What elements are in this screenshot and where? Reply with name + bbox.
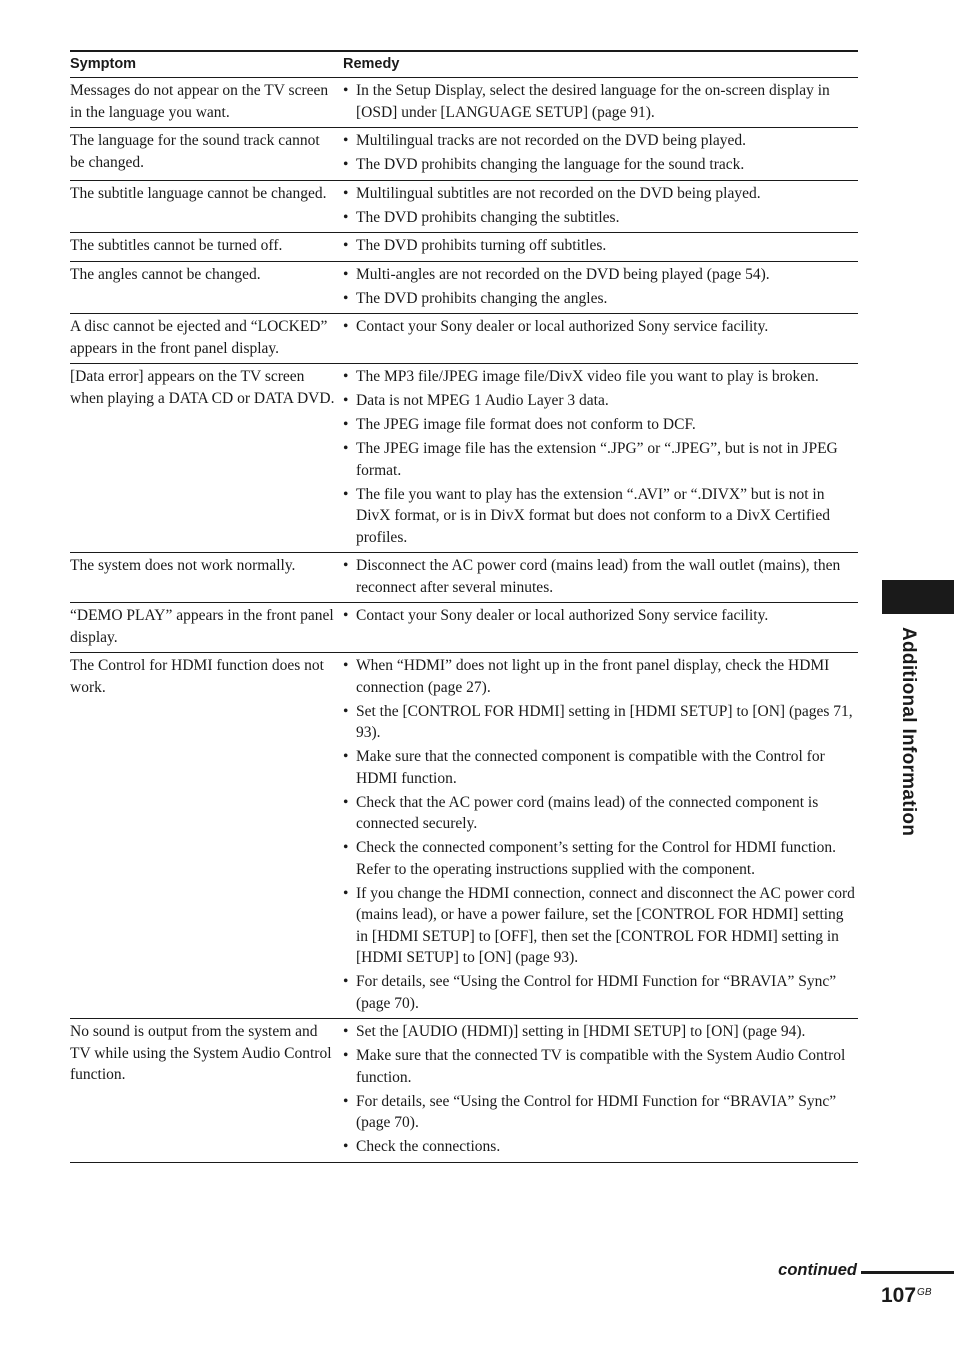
remedy-item: • The DVD prohibits changing the angles. [343,288,858,310]
symptom-cell: The system does not work normally. [70,553,343,603]
page-number-value: 107 [881,1284,917,1307]
table-row [70,653,858,1019]
remedy-item: • Multilingual tracks are not recorded on the DVD being played. [343,130,858,152]
remedy-list [343,264,858,310]
remedy-cell [343,180,858,233]
remedy-item: • Check that the AC power cord (mains lead) of the connected component is connected securely. [343,792,858,835]
continued-label: continued [778,1261,857,1279]
remedy-item: • Contact your Sony dealer or local authorized Sony service facility. [343,316,858,338]
remedy-cell [343,78,858,128]
section-tab-marker [882,580,954,614]
symptom-cell: [Data error] appears on the TV screen when playing a DATA CD or DATA DVD. [70,364,343,553]
remedy-item: • Make sure that the connected component is compatible with the Control for HDMI function. [343,746,858,789]
table-row [70,233,858,262]
remedy-list [343,235,858,257]
table-row [70,553,858,603]
remedy-item: • For details, see “Using the Control for HDMI Function for “BRAVIA” Sync” (page 70). [343,1091,858,1134]
remedy-list [343,130,858,176]
symptom-cell: The language for the sound track cannot be changed. [70,128,343,181]
remedy-item: • For details, see “Using the Control for HDMI Function for “BRAVIA” Sync” (page 70). [343,971,858,1014]
remedy-header: Remedy [343,51,858,78]
remedy-list [343,183,858,229]
remedy-item: • The JPEG image file format does not conform to DCF. [343,414,858,436]
remedy-list [343,1021,858,1158]
remedy-list [343,80,858,123]
remedy-item: • Contact your Sony dealer or local authorized Sony service facility. [343,605,858,627]
remedy-item: • The DVD prohibits changing the language for the sound track. [343,154,858,176]
table-row [70,364,858,553]
symptom-cell: A disc cannot be ejected and “LOCKED” appears in the front panel display. [70,314,343,364]
remedy-cell [343,653,858,1019]
remedy-list [343,605,858,627]
remedy-item: • The DVD prohibits turning off subtitles. [343,235,858,257]
symptom-cell: Messages do not appear on the TV screen in the language you want. [70,78,343,128]
table-row [70,314,858,364]
remedy-item: • If you change the HDMI connection, connect and disconnect the AC power cord (mains lead), or have a power failure, set the [CONTROL FOR HDMI] setting in [HDMI SETUP] to [OFF], then set the [CONTROL FOR HDMI] setting in [HDMI SETUP] to [ON] (page 93). [343,883,858,969]
remedy-cell [343,261,858,314]
table-row [70,78,858,128]
remedy-item: • Check the connected component’s setting for the Control for HDMI function. Refer to the operating instructions supplied with the component. [343,837,858,880]
remedy-item: • The JPEG image file has the extension “.JPG” or “.JPEG”, but is not in JPEG format. [343,438,858,481]
table-row [70,603,858,653]
remedy-item: • Disconnect the AC power cord (mains lead) from the wall outlet (mains), then reconnect after several minutes. [343,555,858,598]
remedy-item: • Set the [AUDIO (HDMI)] setting in [HDMI SETUP] to [ON] (page 94). [343,1021,858,1043]
symptom-cell: The Control for HDMI function does not work. [70,653,343,1019]
troubleshooting-table [70,50,858,1163]
remedy-cell [343,1019,858,1163]
page-number-suffix: GB [917,1287,932,1298]
remedy-item: • The file you want to play has the extension “.AVI” or “.DIVX” but is not in DivX format, or is in DivX format but does not conform to a DivX Certified profiles. [343,484,858,549]
section-side-label: Additional Information [898,627,919,837]
symptom-cell: The subtitles cannot be turned off. [70,233,343,262]
table-body [70,78,858,1163]
symptom-cell: No sound is output from the system and TV while using the System Audio Control function. [70,1019,343,1163]
remedy-item: • Check the connections. [343,1136,858,1158]
remedy-item: • The MP3 file/JPEG image file/DivX video file you want to play is broken. [343,366,858,388]
table-row [70,180,858,233]
symptom-header: Symptom [70,51,343,78]
remedy-list [343,555,858,598]
table-row [70,128,858,181]
table-row [70,261,858,314]
page-number [881,1284,932,1308]
remedy-list [343,316,858,338]
remedy-list [343,655,858,1014]
remedy-cell [343,553,858,603]
remedy-cell [343,364,858,553]
remedy-item: • When “HDMI” does not light up in the front panel display, check the HDMI connection (page 27). [343,655,858,698]
remedy-item: • Set the [CONTROL FOR HDMI] setting in [HDMI SETUP] to [ON] (pages 71, 93). [343,701,858,744]
remedy-item: • Multilingual subtitles are not recorded on the DVD being played. [343,183,858,205]
symptom-cell: “DEMO PLAY” appears in the front panel display. [70,603,343,653]
remedy-list [343,366,858,548]
symptom-cell: The subtitle language cannot be changed. [70,180,343,233]
remedy-cell [343,233,858,262]
remedy-item: • The DVD prohibits changing the subtitles. [343,207,858,229]
continued-rule [861,1271,954,1274]
remedy-cell [343,603,858,653]
remedy-cell [343,128,858,181]
symptom-cell: The angles cannot be changed. [70,261,343,314]
remedy-item: • Data is not MPEG 1 Audio Layer 3 data. [343,390,858,412]
table-header-row [70,51,858,78]
remedy-item: • In the Setup Display, select the desired language for the on-screen display in [OSD] under [LANGUAGE SETUP] (page 91). [343,80,858,123]
remedy-cell [343,314,858,364]
remedy-item: • Multi-angles are not recorded on the DVD being played (page 54). [343,264,858,286]
remedy-item: • Make sure that the connected TV is compatible with the System Audio Control function. [343,1045,858,1088]
table-row [70,1019,858,1163]
